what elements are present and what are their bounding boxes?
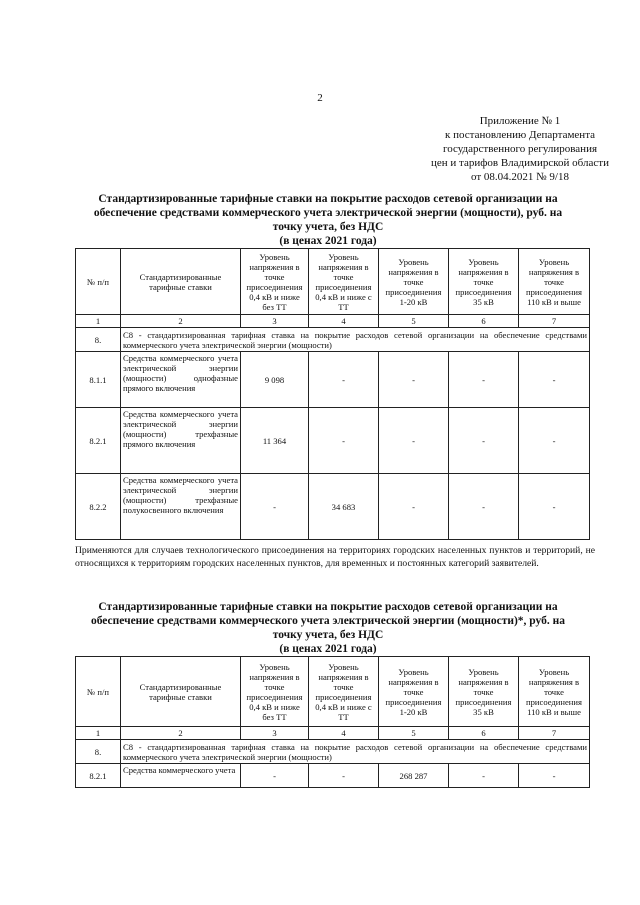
- col-number: 5: [379, 727, 449, 740]
- appendix-line: Приложение № 1: [479, 115, 561, 127]
- title-line: Стандартизированные тарифные ставки на покрытие расходов сетевой организации на: [98, 601, 558, 613]
- header-rate: Стандартизированные тарифные ставки: [121, 249, 241, 315]
- row-value: -: [379, 474, 449, 540]
- table-row: [76, 352, 590, 408]
- row-num: 8.2.2: [76, 474, 121, 540]
- col-number: 2: [121, 727, 241, 740]
- appendix-line: государственного регулирования: [442, 143, 598, 155]
- title-line: обеспечение средствами коммерческого учета электрической энергии (мощности), руб. на: [93, 207, 563, 219]
- title-line: точку учета, без НДС: [272, 629, 384, 641]
- section-description: С8 - стандартизированная тарифная ставка на покрытие расходов сетевой организации на обеспечение средствами коммерческого учета электрической энергии (мощности): [121, 328, 590, 352]
- row-value: 268 287: [379, 764, 449, 788]
- section-num: 8.: [76, 740, 121, 764]
- row-value: -: [309, 352, 379, 408]
- row-value: -: [379, 352, 449, 408]
- title-line: (в ценах 2021 года): [279, 235, 377, 247]
- section-num: 8.: [76, 328, 121, 352]
- header-num: № п/п: [76, 249, 121, 315]
- table1-title: [78, 192, 578, 248]
- row-value: 9 098: [241, 352, 309, 408]
- title-line: (в ценах 2021 года): [279, 643, 377, 655]
- title-line: точку учета, без НДС: [272, 221, 384, 233]
- col-number: 3: [241, 727, 309, 740]
- tariff-table-1: [75, 248, 590, 540]
- page-number: 2: [317, 92, 323, 104]
- row-value: 11 364: [241, 408, 309, 474]
- header-voltage-110: Уровень напряжения в точке присоединения 110 кВ и выше: [519, 249, 590, 315]
- col-number: 7: [519, 727, 590, 740]
- row-value: -: [449, 474, 519, 540]
- row-value: -: [519, 474, 590, 540]
- row-num: 8.1.1: [76, 352, 121, 408]
- header-voltage-110: Уровень напряжения в точке присоединения 110 кВ и выше: [519, 657, 590, 727]
- row-value: -: [449, 764, 519, 788]
- table2-title: [78, 600, 578, 656]
- row-value: -: [241, 474, 309, 540]
- row-value: -: [379, 408, 449, 474]
- row-value: -: [519, 764, 590, 788]
- appendix-block: [420, 114, 620, 184]
- col-number: 1: [76, 727, 121, 740]
- row-name: Средства коммерческого учета электрической энергии (мощности) трехфазные полукосвенного включения: [121, 474, 241, 540]
- col-number: 4: [309, 315, 379, 328]
- table-row: [76, 474, 590, 540]
- appendix-line: цен и тарифов Владимирской области: [431, 157, 609, 169]
- applicability-note: Применяются для случаев технологического присоединения на территориях городских населенных пунктов и территорий, не относящихся к территориям городских населенных пунктов, для временных и постоянных категорий заявителей.: [75, 545, 595, 569]
- header-voltage-04-no-tt: Уровень напряжения в точке присоединения 0,4 кВ и ниже без ТТ: [241, 249, 309, 315]
- row-value: -: [449, 408, 519, 474]
- col-number: 5: [379, 315, 449, 328]
- tariff-table-2: [75, 656, 590, 788]
- row-num: 8.2.1: [76, 408, 121, 474]
- header-rate: Стандартизированные тарифные ставки: [121, 657, 241, 727]
- header-voltage-35: Уровень напряжения в точке присоединения 35 кВ: [449, 249, 519, 315]
- row-name: Средства коммерческого учета электрической энергии (мощности) трехфазные прямого включения: [121, 408, 241, 474]
- section-description: С8 - стандартизированная тарифная ставка на покрытие расходов сетевой организации на обеспечение средствами коммерческого учета электрической энергии (мощности): [121, 740, 590, 764]
- col-number: 6: [449, 315, 519, 328]
- row-value: -: [309, 764, 379, 788]
- appendix-line: к постановлению Департамента: [444, 129, 596, 141]
- title-line: обеспечение средствами коммерческого учета электрической энергии (мощности)*, руб. на: [90, 615, 566, 627]
- col-number: 4: [309, 727, 379, 740]
- title-line: Стандартизированные тарифные ставки на покрытие расходов сетевой организации на: [98, 193, 558, 205]
- col-number: 6: [449, 727, 519, 740]
- table-row: [76, 408, 590, 474]
- table-row: [76, 764, 590, 788]
- header-voltage-04-no-tt: Уровень напряжения в точке присоединения 0,4 кВ и ниже без ТТ: [241, 657, 309, 727]
- col-number: 2: [121, 315, 241, 328]
- header-num: № п/п: [76, 657, 121, 727]
- header-voltage-35: Уровень напряжения в точке присоединения 35 кВ: [449, 657, 519, 727]
- row-name: Средства коммерческого учета: [121, 764, 241, 788]
- col-number: 3: [241, 315, 309, 328]
- header-voltage-04-tt: Уровень напряжения в точке присоединения 0,4 кВ и ниже с ТТ: [309, 657, 379, 727]
- header-voltage-1-20: Уровень напряжения в точке присоединения 1-20 кВ: [379, 657, 449, 727]
- row-value: -: [519, 352, 590, 408]
- row-num: 8.2.1: [76, 764, 121, 788]
- header-voltage-1-20: Уровень напряжения в точке присоединения 1-20 кВ: [379, 249, 449, 315]
- row-name: Средства коммерческого учета электрической энергии (мощности) однофазные прямого включения: [121, 352, 241, 408]
- col-number: 7: [519, 315, 590, 328]
- row-value: -: [519, 408, 590, 474]
- header-voltage-04-tt: Уровень напряжения в точке присоединения 0,4 кВ и ниже с ТТ: [309, 249, 379, 315]
- row-value: -: [309, 408, 379, 474]
- row-value: -: [449, 352, 519, 408]
- row-value: 34 683: [309, 474, 379, 540]
- col-number: 1: [76, 315, 121, 328]
- appendix-line: от 08.04.2021 № 9/18: [471, 171, 569, 183]
- row-value: -: [241, 764, 309, 788]
